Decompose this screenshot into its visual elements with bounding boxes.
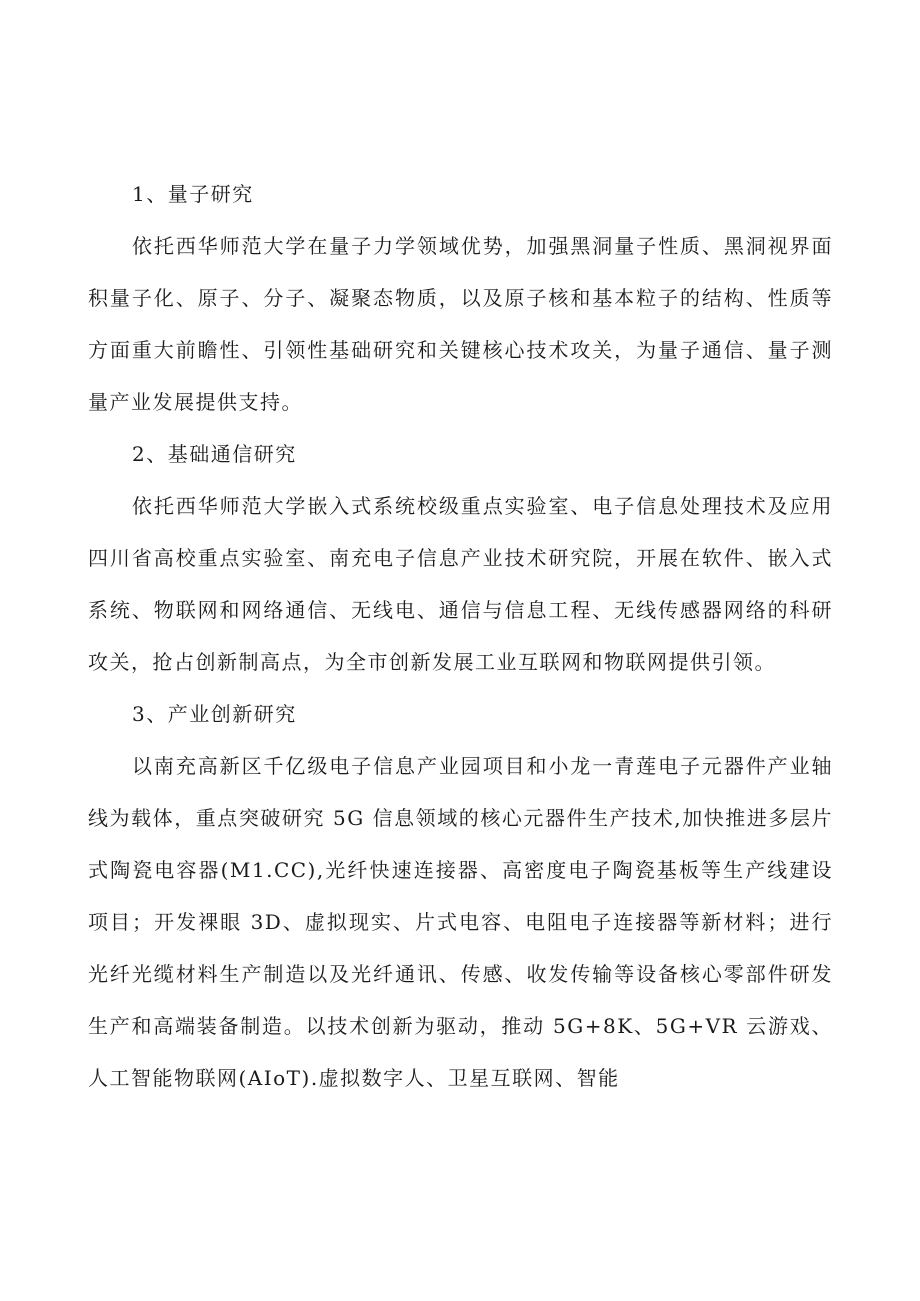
section-heading-quantum: 1、量子研究 (132, 182, 254, 206)
section-body-quantum: 依托西华师范大学在量子力学领域优势，加强黑洞量子性质、黑洞视界面积量子化、原子、分子、凝聚态物质，以及原子核和基本粒子的结构、性质等方面重大前瞻性、引领性基础研究和关键核心技术攻关，为量子通信、量子测量产业发展提供支持。 (88, 234, 833, 414)
section-heading-communication: 2、基础通信研究 (132, 442, 297, 466)
section-heading-industry: 3、产业创新研究 (132, 702, 297, 726)
section-body-industry: 以南充高新区千亿级电子信息产业园项目和小龙一青莲电子元器件产业轴线为载体，重点突破研究 5G 信息领域的核心元器件生产技术,加快推进多层片式陶瓷电容器(M1.CC),光纤快速连接器、高密度电子陶瓷基板等生产线建设项目；开发裸眼 3D、虚拟现实、片式电容、电阻电子连接器等新材料；进行光纤光缆材料生产制造以及光纤通讯、传感、收发传输等设备核心零部件研发生产和高端装备制造。以技术创新为驱动，推动 5G+8K、5G+VR 云游戏、人工智能物联网(AIoT).虚拟数字人、卫星互联网、智能 (88, 754, 833, 1090)
document-content (88, 168, 833, 1104)
section-body-communication: 依托西华师范大学嵌入式系统校级重点实验室、电子信息处理技术及应用四川省高校重点实验室、南充电子信息产业技术研究院，开展在软件、嵌入式系统、物联网和网络通信、无线电、通信与信息工程、无线传感器网络的科研攻关，抢占创新制高点，为全市创新发展工业互联网和物联网提供引领。 (88, 494, 833, 674)
